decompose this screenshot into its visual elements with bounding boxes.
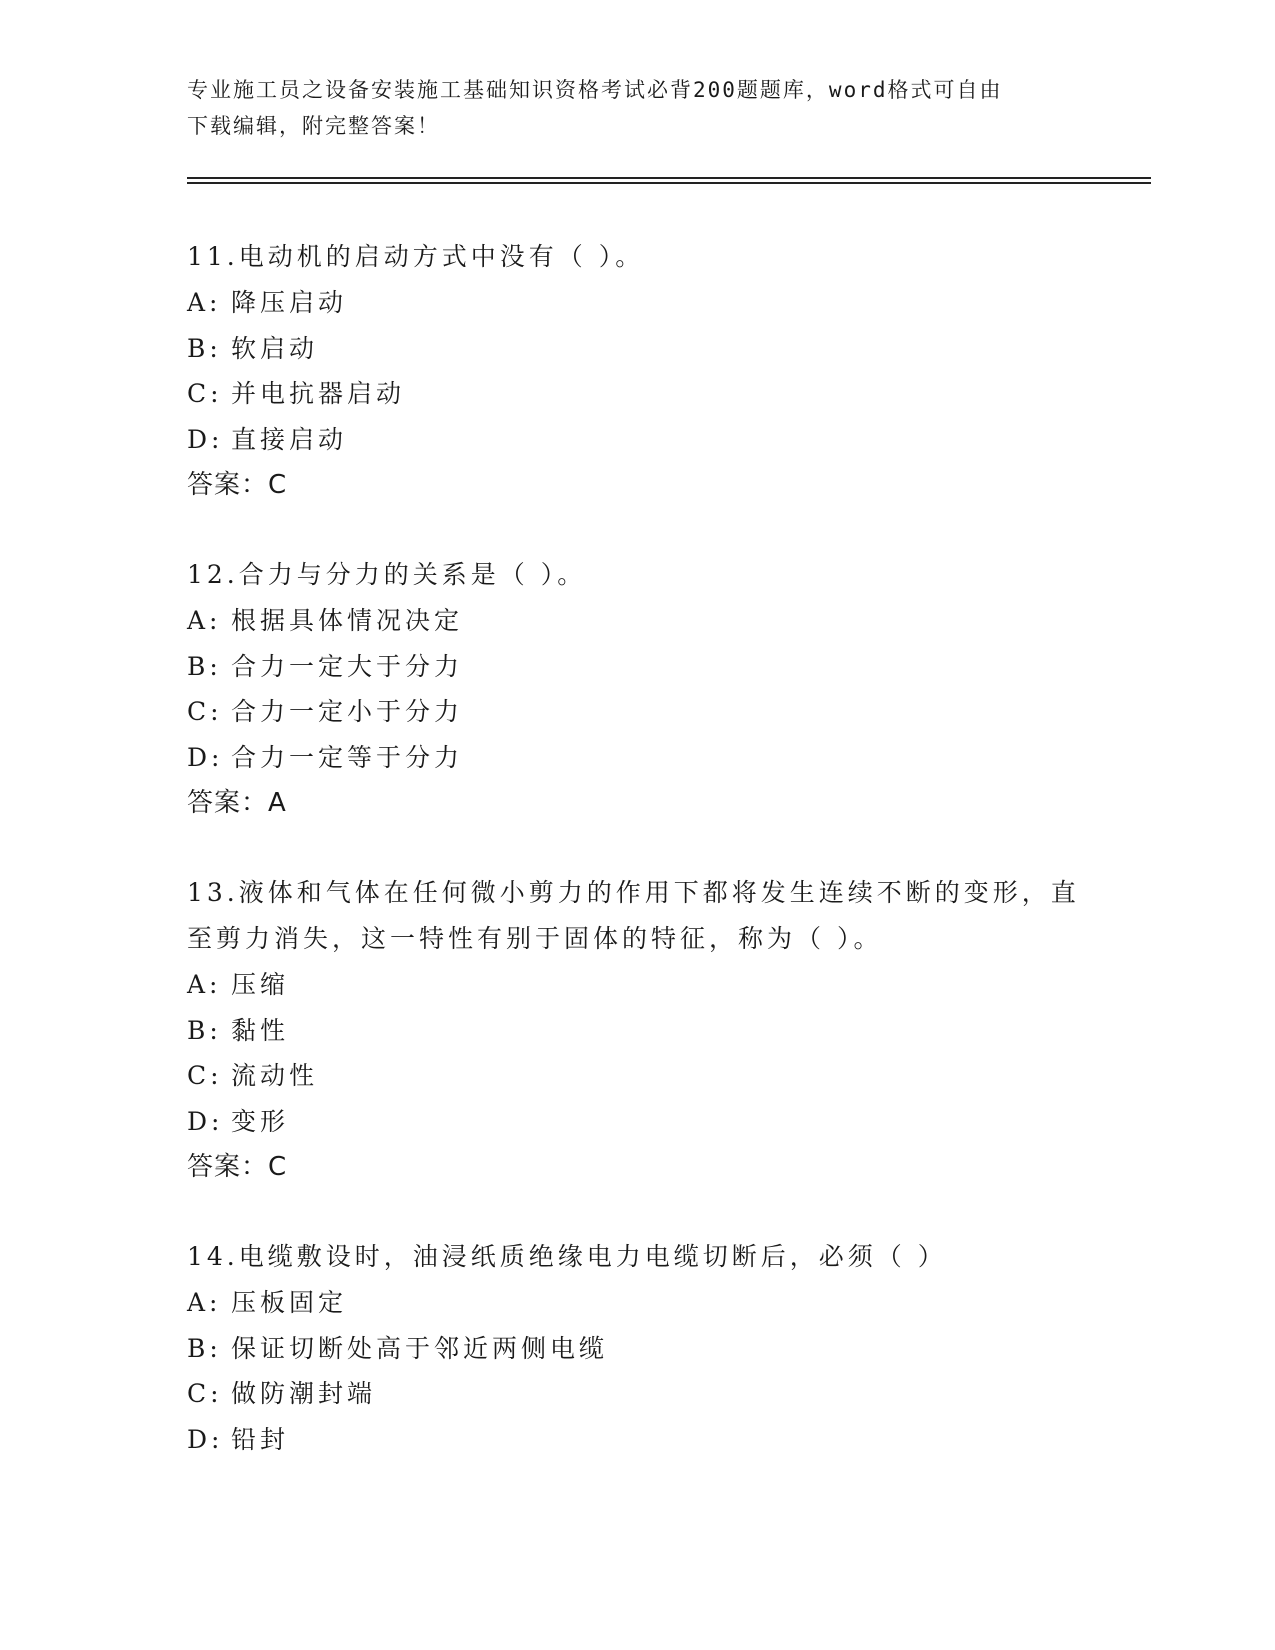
option-d [187,1417,1087,1463]
option-a [187,598,1087,644]
question-13 [187,870,1087,1190]
header-divider-top [187,177,1151,179]
option-letter: B: [187,1333,222,1363]
question-11 [187,234,1087,508]
option-c [187,371,1087,417]
option-letter: D: [187,1424,224,1454]
option-text: 降压启动 [231,288,348,317]
option-d [187,1099,1087,1145]
option-letter: C: [187,697,223,726]
option-letter: A: [187,606,222,635]
question-14 [187,1234,1087,1462]
option-text: 黏性 [231,1015,290,1045]
option-text: 做防潮封端 [231,1379,377,1408]
header-divider-bottom [187,182,1151,184]
option-text: 合力一定小于分力 [231,697,464,726]
option-a [187,280,1087,326]
option-letter: D: [187,424,224,454]
option-letter: B: [187,651,222,681]
option-b [187,1008,1087,1054]
option-letter: C: [187,1379,223,1408]
option-text: 直接启动 [231,424,348,454]
question-stem-line-1: 13.液体和气体在任何微小剪力的作用下都将发生连续不断的变形，直 [187,878,1080,907]
option-c [187,1053,1087,1099]
option-letter: C: [187,1061,223,1090]
option-letter: B: [187,1015,222,1045]
option-a [187,1280,1087,1326]
option-text: 流动性 [231,1061,319,1090]
question-stem: 12.合力与分力的关系是（ ）。 [187,560,587,589]
option-text: 保证切断处高于邻近两侧电缆 [231,1333,609,1363]
question-stem: 11.电动机的启动方式中没有（ ）。 [187,242,645,271]
header-line-2: 下载编辑，附完整答案！ [187,114,440,138]
option-text: 压缩 [231,970,290,999]
option-letter: C: [187,379,223,408]
question-stem: 14.电缆敷设时，油浸纸质绝缘电力电缆切断后，必须（ ） [187,1242,947,1271]
answer-line: 答案：A [187,788,287,818]
answer-line: 答案：C [187,1152,288,1182]
option-letter: A: [187,1288,222,1317]
option-letter: A: [187,288,222,317]
option-letter: B: [187,333,222,363]
answer-line: 答案：C [187,470,288,500]
header-line-1: 专业施工员之设备安装施工基础知识资格考试必背200题题库，word格式可自由 [187,78,1003,102]
option-b [187,1326,1087,1372]
option-text: 软启动 [231,333,319,363]
option-d [187,417,1087,463]
option-letter: D: [187,1106,224,1136]
option-text: 合力一定等于分力 [231,742,464,772]
option-text: 铅封 [231,1424,290,1454]
option-text: 合力一定大于分力 [231,651,464,681]
question-12 [187,552,1087,826]
option-letter: A: [187,970,222,999]
option-d [187,735,1087,781]
option-text: 并电抗器启动 [231,379,406,408]
question-stem-line-2: 至剪力消失，这一特性有别于固体的特征，称为（ ）。 [187,924,883,953]
option-c [187,1371,1087,1417]
option-b [187,326,1087,372]
option-text: 压板固定 [231,1288,348,1317]
option-c [187,689,1087,735]
option-text: 根据具体情况决定 [231,606,464,635]
option-b [187,644,1087,690]
option-text: 变形 [231,1106,290,1136]
option-a [187,962,1087,1008]
option-letter: D: [187,742,224,772]
document-header [187,72,1067,144]
